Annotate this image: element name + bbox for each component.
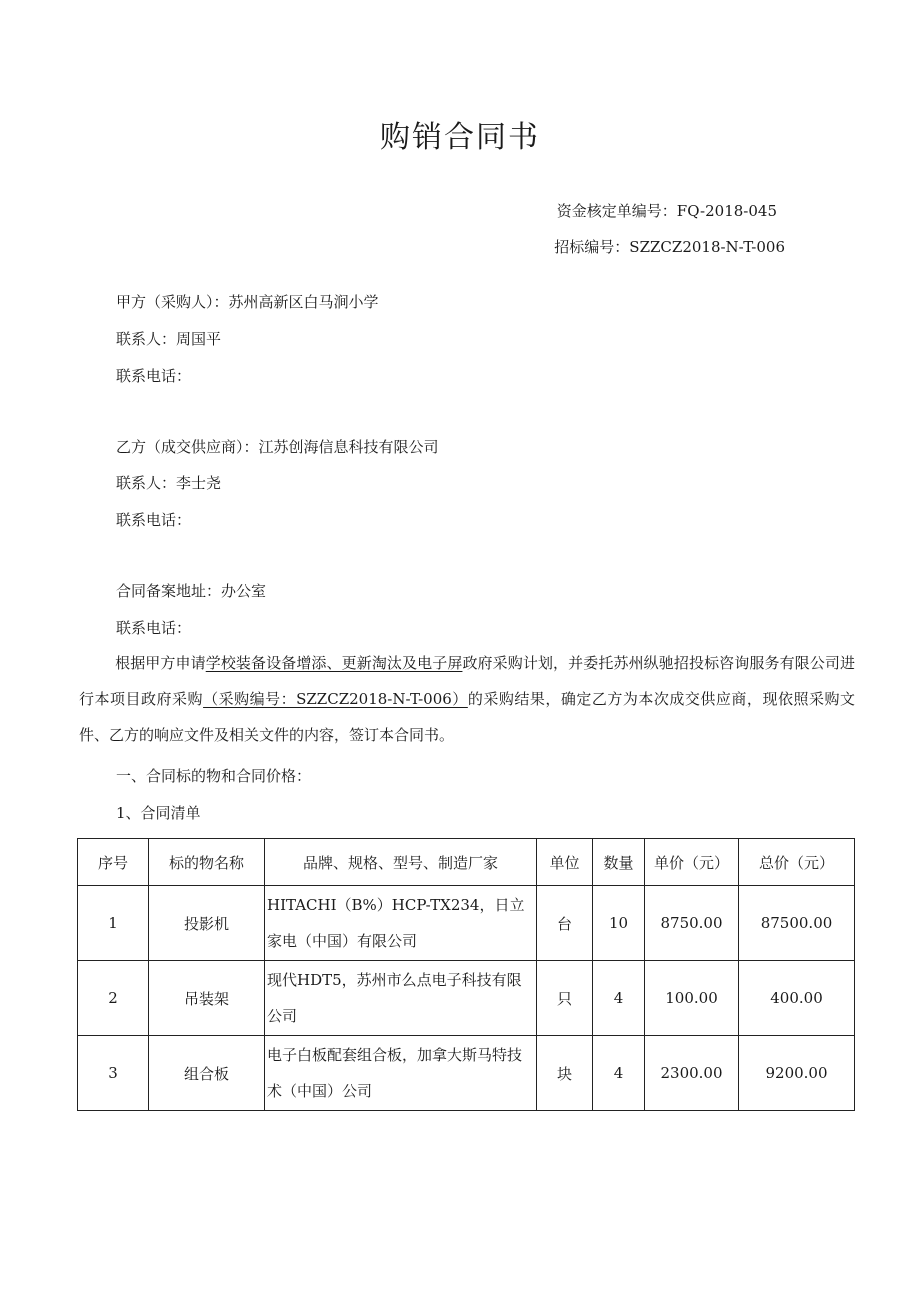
cell-name: 吊装架 (149, 961, 265, 1036)
header-no: 序号 (78, 839, 149, 886)
contract-items-table (77, 838, 855, 1111)
cell-no: 1 (78, 886, 149, 961)
header-unit: 单位 (537, 839, 593, 886)
party-a-name: 甲方（采购人）：苏州高新区白马涧小学 (116, 293, 379, 311)
intro-part-3: 的采购结果，确定乙方为本次成交供应商，现依照采购文件、乙方的响应文件及相关文件的内容，签订本合同书。 (79, 690, 855, 744)
intro-part-2: 政府采购计划，并委托苏州纵驰招投标咨询服务有限公司进行本项目政府采购 (79, 654, 855, 708)
cell-total: 9200.00 (739, 1036, 855, 1111)
table-row (78, 1036, 855, 1111)
cell-total: 400.00 (739, 961, 855, 1036)
header-spec: 品牌、规格、型号、制造厂家 (265, 839, 537, 886)
party-a-phone: 联系电话： (116, 367, 192, 385)
cell-name: 组合板 (149, 1036, 265, 1111)
document-title: 购销合同书 (380, 120, 540, 155)
party-b-name: 乙方（成交供应商）：江苏创海信息科技有限公司 (116, 438, 439, 456)
cell-total: 87500.00 (739, 886, 855, 961)
party-a-contact: 联系人：周国平 (116, 330, 222, 348)
header-price: 单价（元） (645, 839, 739, 886)
fund-number: 资金核定单编号：FQ-2018-045 (556, 202, 777, 220)
tender-number: 招标编号：SZZCZ2018-N-T-006 (554, 238, 785, 256)
cell-no: 3 (78, 1036, 149, 1111)
filing-address: 合同备案地址：办公室 (116, 582, 267, 600)
section-heading: 一、合同标的物和合同价格： (116, 767, 312, 785)
procurement-reference: （采购编号：SZZCZ2018-N-T-006） (203, 690, 468, 708)
header-qty: 数量 (593, 839, 645, 886)
intro-paragraph (79, 645, 855, 753)
section-subheading: 1、合同清单 (116, 804, 201, 822)
table-row (78, 886, 855, 961)
cell-spec: 电子白板配套组合板，加拿大斯马特技术（中国）公司 (265, 1036, 537, 1111)
project-name: 学校装备设备增添、更新淘汰及电子屏 (205, 654, 463, 672)
cell-unit: 只 (537, 961, 593, 1036)
cell-spec: HITACHI（B%）HCP-TX234，日立家电（中国）有限公司 (265, 886, 537, 961)
cell-name: 投影机 (149, 886, 265, 961)
party-b-contact: 联系人：李士尧 (116, 474, 222, 492)
party-b-phone: 联系电话： (116, 511, 192, 529)
cell-price: 100.00 (645, 961, 739, 1036)
intro-part-1: 根据甲方申请 (115, 654, 206, 672)
filing-phone: 联系电话： (116, 619, 192, 637)
cell-qty: 4 (593, 1036, 645, 1111)
cell-unit: 台 (537, 886, 593, 961)
cell-spec: 现代HDT5，苏州市么点电子科技有限公司 (265, 961, 537, 1036)
cell-price: 2300.00 (645, 1036, 739, 1111)
cell-qty: 10 (593, 886, 645, 961)
table-row (78, 961, 855, 1036)
header-total: 总价（元） (739, 839, 855, 886)
cell-unit: 块 (537, 1036, 593, 1111)
cell-qty: 4 (593, 961, 645, 1036)
cell-no: 2 (78, 961, 149, 1036)
table-header-row (78, 839, 855, 886)
cell-price: 8750.00 (645, 886, 739, 961)
header-name: 标的物名称 (149, 839, 265, 886)
